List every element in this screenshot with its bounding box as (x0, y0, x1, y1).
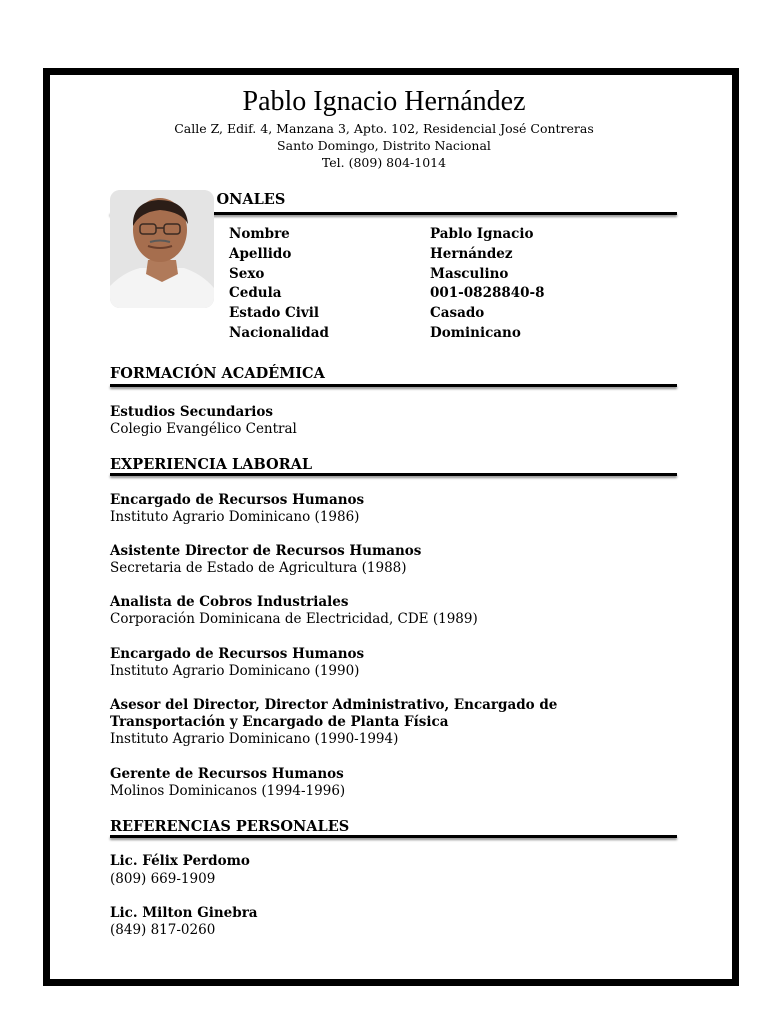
experience-detail: Instituto Agrario Dominicano (1990) (110, 663, 360, 679)
experience-detail: Instituto Agrario Dominicano (1990-1994) (110, 731, 399, 747)
address-line-2: Santo Domingo, Distrito Nacional (277, 138, 491, 153)
experience-title: Asesor del Director, Director Administrativo, Encargado de Transportación y Encargado de Planta Física (110, 697, 558, 730)
section-title-references: REFERENCIAS PERSONALES (110, 818, 350, 835)
experience-title: Encargado de Recursos Humanos (110, 646, 365, 662)
experience-detail: Corporación Dominicana de Electricidad, CDE (1989) (110, 611, 478, 627)
personal-field-label: Cedula (229, 285, 282, 301)
education-detail: Colegio Evangélico Central (110, 421, 297, 437)
experience-title: Encargado de Recursos Humanos (110, 492, 365, 508)
section-rule (110, 473, 677, 476)
profile-photo (110, 190, 214, 308)
reference-name: Lic. Félix Perdomo (110, 853, 250, 869)
experience-detail: Instituto Agrario Dominicano (1986) (110, 509, 360, 525)
personal-field-label: Nombre (229, 226, 290, 242)
candidate-name: Pablo Ignacio Hernández (242, 86, 526, 117)
section-title-experience: EXPERIENCIA LABORAL (110, 456, 313, 473)
experience-title: Asistente Director de Recursos Humanos (110, 543, 422, 559)
experience-title: Analista de Cobros Industriales (110, 594, 349, 610)
experience-title: Gerente de Recursos Humanos (110, 766, 344, 782)
reference-name: Lic. Milton Ginebra (110, 905, 258, 921)
personal-field-value: Pablo Ignacio (430, 226, 534, 242)
personal-field-label: Nacionalidad (229, 325, 329, 341)
personal-field-value: Casado (430, 305, 485, 321)
section-title-personal: ONALES (216, 191, 286, 208)
portrait-image (110, 190, 214, 308)
section-title-education: FORMACIÓN ACADÉMICA (110, 365, 325, 382)
personal-field-label: Apellido (229, 246, 292, 262)
reference-phone: (849) 817-0260 (110, 922, 216, 938)
personal-field-value: 001-0828840-8 (430, 285, 545, 301)
personal-field-value: Dominicano (430, 325, 521, 341)
experience-detail: Molinos Dominicanos (1994-1996) (110, 783, 346, 799)
personal-field-value: Masculino (430, 266, 509, 282)
personal-field-value: Hernández (430, 246, 513, 262)
address-line-1: Calle Z, Edif. 4, Manzana 3, Apto. 102, Residencial José Contreras (174, 121, 594, 136)
section-rule (110, 384, 677, 387)
personal-field-label: Sexo (229, 266, 265, 282)
personal-field-label: Estado Civil (229, 305, 319, 321)
section-rule (110, 835, 677, 838)
education-title: Estudios Secundarios (110, 404, 274, 420)
reference-phone: (809) 669-1909 (110, 871, 216, 887)
experience-detail: Secretaria de Estado de Agricultura (1988) (110, 560, 407, 576)
phone: Tel. (809) 804-1014 (321, 155, 447, 170)
